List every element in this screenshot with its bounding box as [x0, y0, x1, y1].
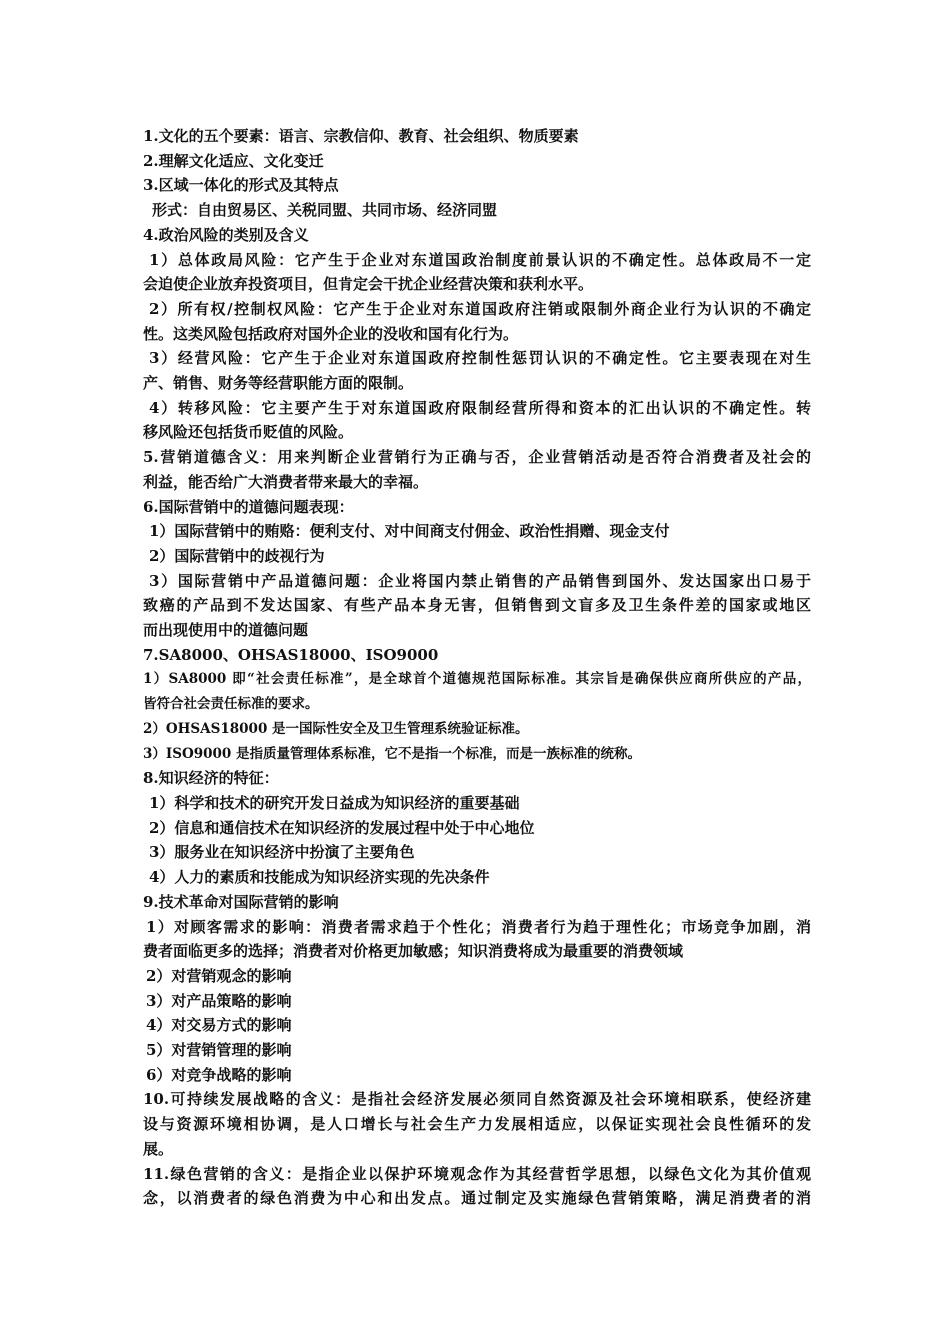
document-page	[143, 124, 811, 1211]
heading-5: 5.营销道德含义：用来判断企业营销行为正确与否，企业营销活动是否符合消费者及社会的	[143, 448, 811, 467]
paragraph-line: 3）ISO9000 是指质量管理体系标准，它不是指一个标准，而是一族标准的统称。	[143, 745, 641, 762]
paragraph-line: 利益，能否给广大消费者带来最大的幸福。	[143, 472, 429, 491]
paragraph-line: 2）OHSAS18000 是一国际性安全及卫生管理系统验证标准。	[143, 720, 529, 737]
paragraph-line: 移风险还包括货币贬值的风险。	[143, 423, 354, 442]
list-item: 3）服务业在知识经济中扮演了主要角色	[149, 843, 415, 862]
paragraph-line: 形式：自由贸易区、关税同盟、共同市场、经济同盟	[152, 201, 498, 220]
heading-10: 10.可持续发展战略的含义：是指社会经济发展必须同自然资源及社会环境相联系，使经济建	[143, 1090, 811, 1109]
list-item: 2）国际营销中的歧视行为	[149, 546, 325, 565]
list-item: 4）人力的素质和技能成为知识经济实现的先决条件	[149, 868, 490, 887]
paragraph-line: 致癌的产品到不发达国家、有些产品本身无害，但销售到文盲多及卫生条件差的国家或地区	[143, 596, 811, 615]
paragraph-line: 会迫使企业放弃投资项目，但肯定会干扰企业经营决策和获利水平。	[143, 275, 594, 294]
list-item: 2）对营销观念的影响	[146, 966, 292, 985]
heading-9: 9.技术革命对国际营销的影响	[143, 892, 339, 911]
paragraph-line: 展。	[143, 1139, 174, 1158]
heading-3: 3.区域一体化的形式及其特点	[143, 176, 339, 195]
heading-1: 1.文化的五个要素：语言、宗教信仰、教育、社会组织、物质要素	[143, 127, 579, 145]
list-item: 3）国际营销中产品道德问题：企业将国内禁止销售的产品销售到国外、发达国家出口易于	[149, 571, 811, 590]
paragraph-line: 皆符合社会责任标准的要求。	[143, 696, 319, 713]
list-item: 5）对营销管理的影响	[146, 1041, 292, 1060]
list-item: 6）对竞争战略的影响	[146, 1065, 292, 1084]
list-item: 3）对产品策略的影响	[146, 991, 292, 1010]
paragraph-line: 2）所有权/控制权风险：它产生于企业对东道国政府注销或限制外商企业行为认识的不确定	[149, 299, 811, 318]
paragraph-line: 而出现使用中的道德问题	[143, 621, 309, 640]
list-item: 2）信息和通信技术在知识经济的发展过程中处于中心地位	[149, 818, 535, 837]
paragraph-line: 念，以消费者的绿色消费为中心和出发点。通过制定及实施绿色营销策略，满足消费者的消	[143, 1189, 811, 1208]
paragraph-line: 1）总体政局风险：它产生于企业对东道国政治制度前景认识的不确定性。总体政局不一定	[149, 250, 811, 269]
heading-8: 8.知识经济的特征：	[143, 769, 279, 788]
paragraph-line: 产、销售、财务等经营职能方面的限制。	[143, 374, 414, 393]
list-item: 1）科学和技术的研究开发日益成为知识经济的重要基础	[149, 793, 520, 812]
heading-11: 11.绿色营销的含义：是指企业以保护环境观念作为其经营哲学思想，以绿色文化为其价值观	[143, 1164, 811, 1183]
heading-7: 7.SA8000、OHSAS18000、ISO9000	[143, 645, 439, 664]
list-item: 1）对顾客需求的影响：消费者需求趋于个性化；消费者行为趋于理性化；市场竞争加剧，消	[146, 917, 811, 936]
heading-2: 2.理解文化适应、文化变迁	[143, 151, 324, 170]
list-item: 1）国际营销中的贿赂：便利支付、对中间商支付佣金、政治性捐赠、现金支付	[149, 522, 670, 541]
paragraph-line: 设与资源环境相协调，是人口增长与社会生产力发展相适应，以保证实现社会良性循环的发	[143, 1115, 811, 1134]
heading-4: 4.政治风险的类别及含义	[143, 225, 309, 244]
paragraph-line: 1）SA8000 即“社会责任标准”，是全球首个道德规范国际标准。其宗旨是确保供应商所供应的产品，	[143, 671, 811, 688]
paragraph-line: 4）转移风险：它主要产生于对东道国政府限制经营所得和资本的汇出认识的不确定性。转	[149, 398, 811, 417]
paragraph-line: 性。这类风险包括政府对国外企业的没收和国有化行为。	[143, 324, 519, 343]
heading-6: 6.国际营销中的道德问题表现：	[143, 497, 354, 516]
paragraph-line: 费者面临更多的选择；消费者对价格更加敏感；知识消费将成为最重要的消费领域	[143, 942, 684, 961]
paragraph-line: 3）经营风险：它产生于企业对东道国政府控制性惩罚认识的不确定性。它主要表现在对生	[149, 349, 811, 368]
list-item: 4）对交易方式的影响	[146, 1016, 292, 1035]
